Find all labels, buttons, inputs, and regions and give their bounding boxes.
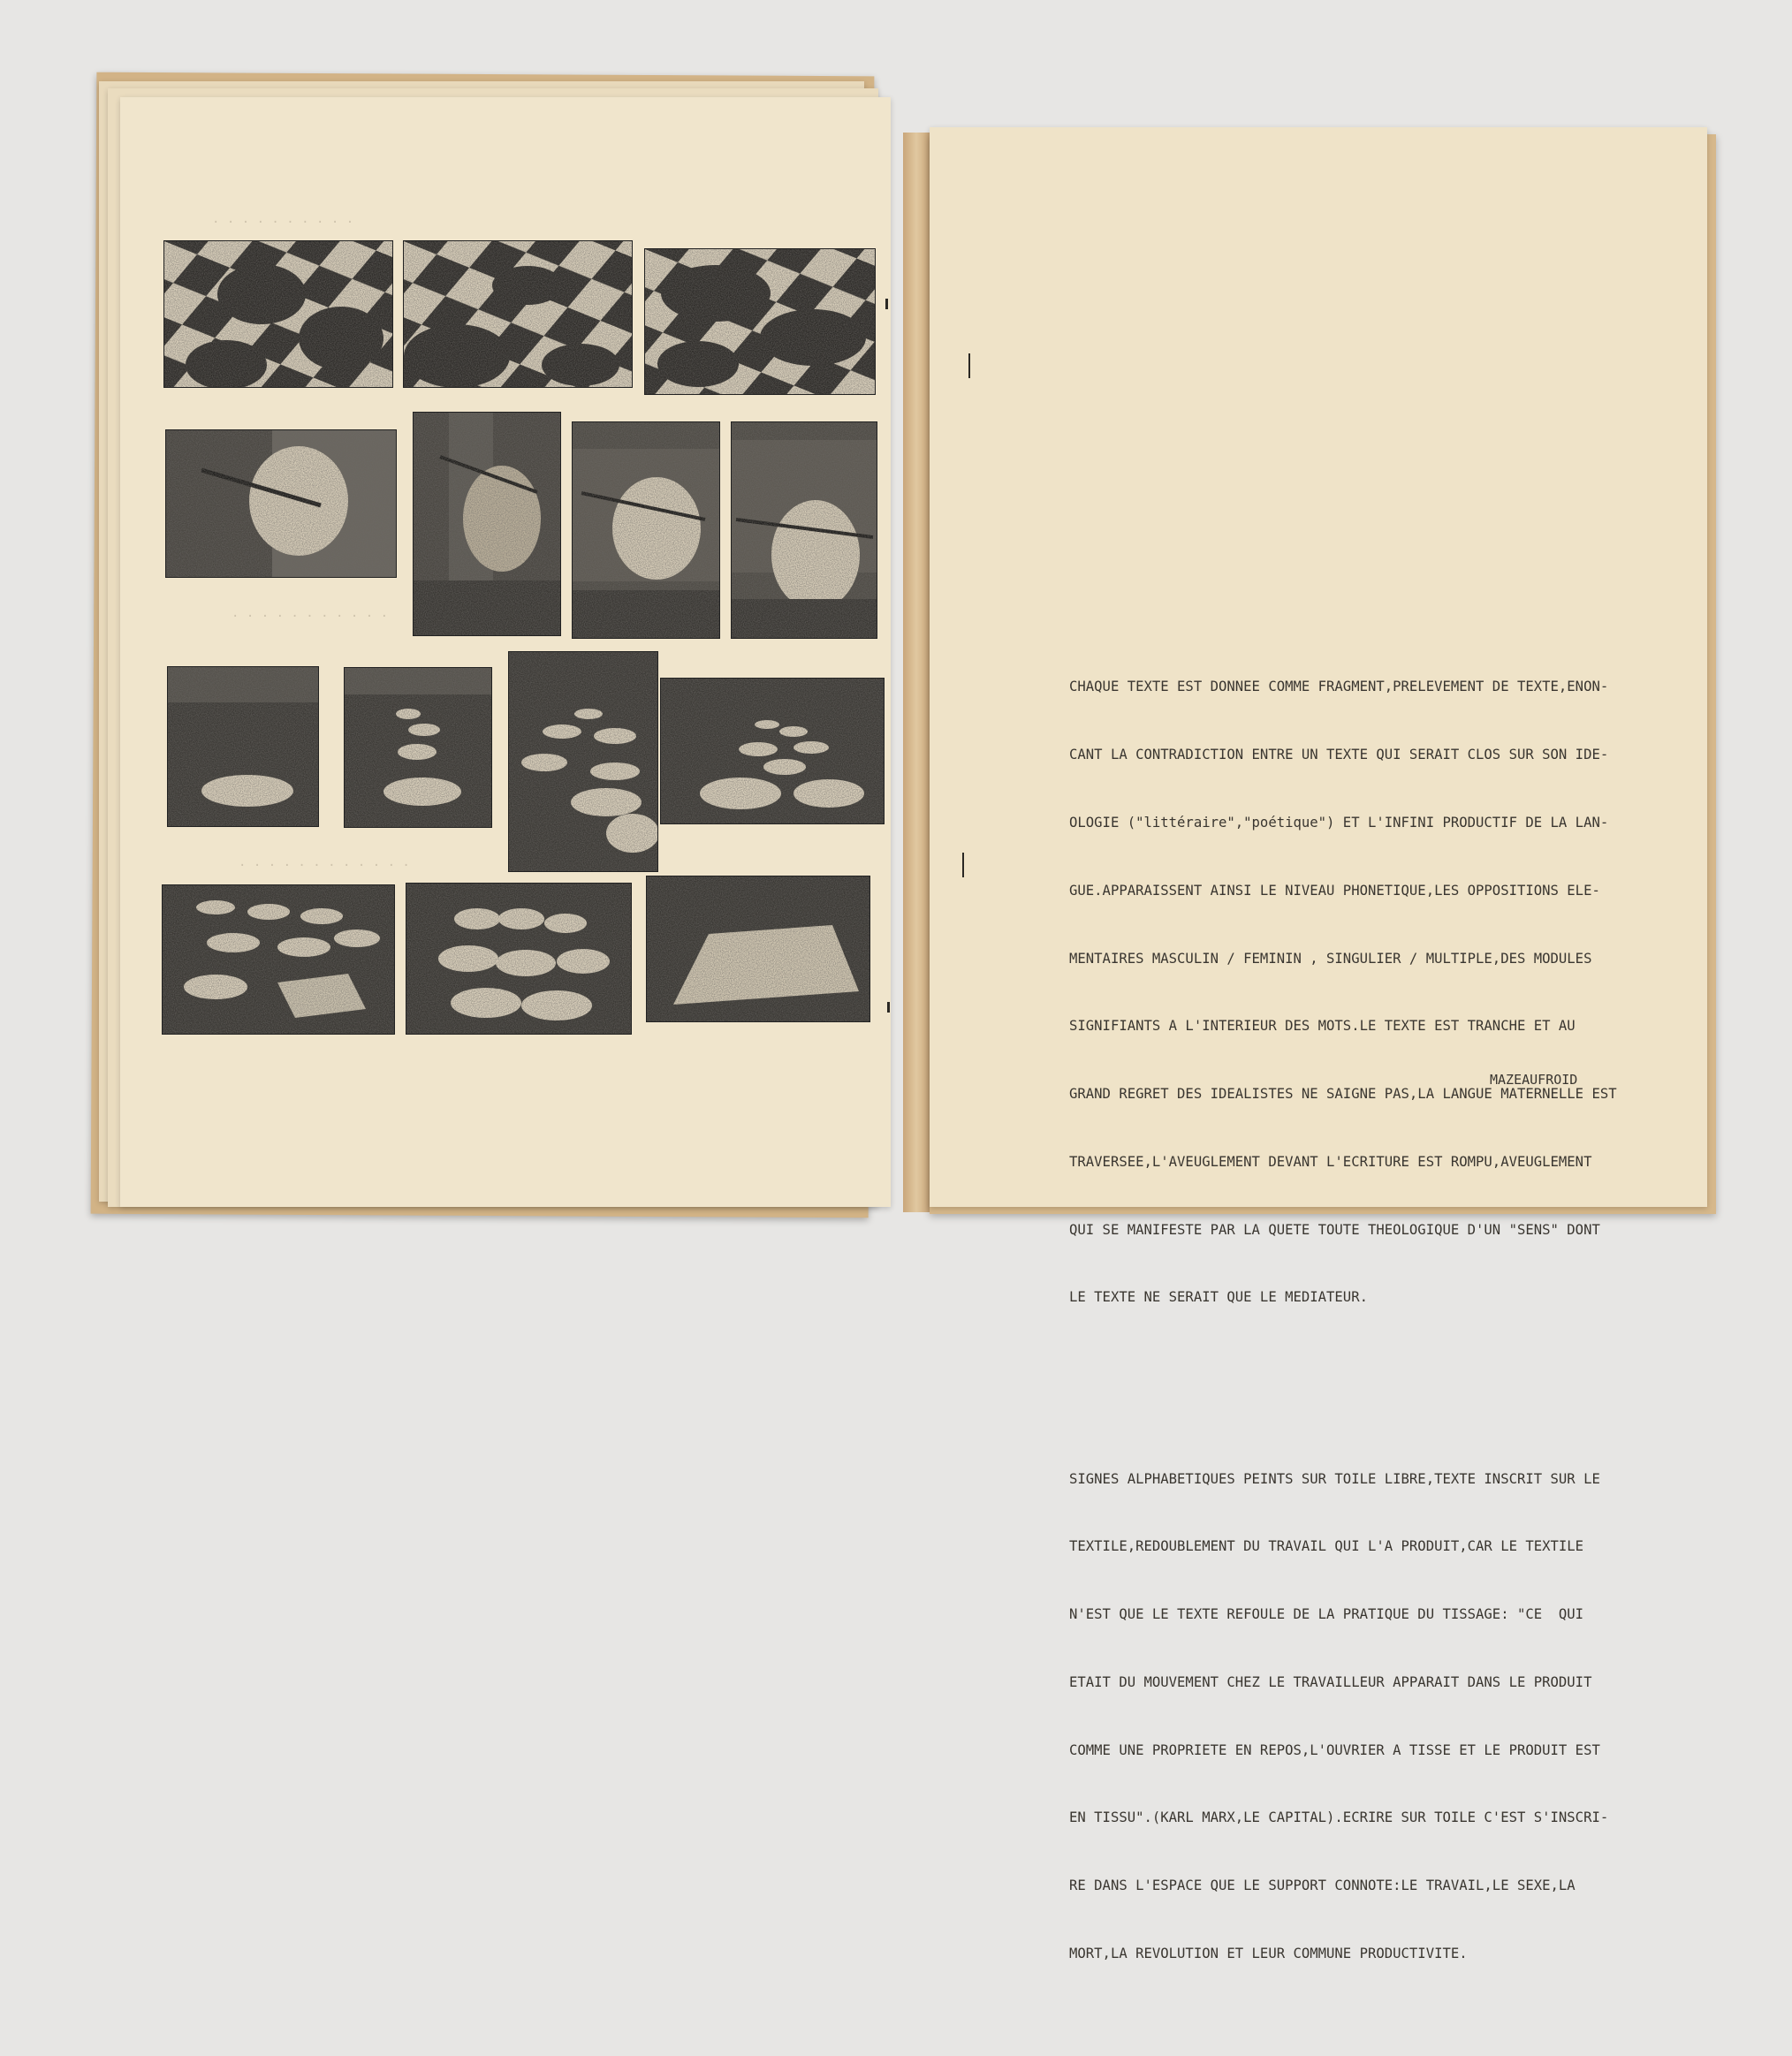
photo-grass-discs-1 xyxy=(168,667,318,826)
text-line: TRAVERSEE,L'AVEUGLEMENT DEVANT L'ECRITURE EST ROMPU,AVEUGLEMENT xyxy=(1069,1153,1592,1170)
author-signature: MAZEAUFROID xyxy=(1490,1072,1578,1088)
text-line: GRAND REGRET DES IDEALISTES NE SAIGNE PAS,LA LANGUE MATERNELLE EST xyxy=(1069,1086,1617,1103)
text-line: TEXTILE,REDOUBLEMENT DU TRAVAIL QUI L'A PRODUIT,CAR LE TEXTILE xyxy=(1069,1538,1584,1555)
text-line: MENTAIRES MASCULIN / FEMININ , SINGULIER / MULTIPLE,DES MODULES xyxy=(1069,950,1592,967)
photo-rail-oval-2 xyxy=(414,413,560,635)
photo-ground-cloth-3 xyxy=(647,876,869,1021)
text-line: MORT,LA REVOLUTION ET LEUR COMMUNE PRODUCTIVITE. xyxy=(1069,1946,1468,1962)
faint-text: · · · · · · · · · · · xyxy=(232,610,389,624)
text-line: SIGNES ALPHABETIQUES PEINTS SUR TOILE LIBRE,TEXTE INSCRIT SUR LE xyxy=(1069,1470,1600,1487)
photo-grass-discs-3 xyxy=(509,652,657,871)
text-line: CANT LA CONTRADICTION ENTRE UN TEXTE QUI SERAIT CLOS SUR SON IDE- xyxy=(1069,747,1609,763)
paragraph-1 xyxy=(1069,631,1644,1354)
text-line: GUE.APPARAISSENT AINSI LE NIVEAU PHONETIQUE,LES OPPOSITIONS ELE- xyxy=(1069,882,1600,899)
faint-text: · · · · · · · · · · xyxy=(212,216,354,230)
photo-checkerboard-3 xyxy=(645,249,875,394)
margin-tick xyxy=(885,299,888,309)
text-line: OLOGIE ("littéraire","poétique") ET L'INFINI PRODUCTIF DE LA LAN- xyxy=(1069,814,1609,831)
text-line: COMME UNE PROPRIETE EN REPOS,L'OUVRIER A TISSE ET LE PRODUIT EST xyxy=(1069,1741,1600,1758)
text-line: QUI SE MANIFESTE PAR LA QUETE TOUTE THEOLOGIQUE D'UN "SENS" DONT xyxy=(1069,1221,1600,1238)
book-spine xyxy=(903,133,930,1212)
photo-rail-oval-4 xyxy=(732,422,877,638)
photo-rail-oval-3 xyxy=(573,422,719,638)
margin-tick xyxy=(887,1002,890,1013)
text-line: ETAIT DU MOUVEMENT CHEZ LE TRAVAILLEUR APPARAIT DANS LE PRODUIT xyxy=(1069,1673,1592,1690)
photo-grass-discs-4 xyxy=(661,679,884,823)
photo-rail-oval-1 xyxy=(166,430,396,577)
paragraph-2 xyxy=(1069,1423,1644,2010)
photo-ground-discs-2 xyxy=(406,884,631,1034)
text-line: RE DANS L'ESPACE QUE LE SUPPORT CONNOTE:LE TRAVAIL,LE SEXE,LA xyxy=(1069,1878,1576,1894)
margin-tick xyxy=(968,353,970,378)
margin-tick xyxy=(962,853,964,877)
text-line: LE TEXTE NE SERAIT QUE LE MEDIATEUR. xyxy=(1069,1289,1368,1306)
typed-text-block xyxy=(1069,586,1644,2056)
photo-checkerboard-2 xyxy=(404,241,632,387)
text-line: N'EST QUE LE TEXTE REFOULE DE LA PRATIQUE DU TISSAGE: "CE QUI xyxy=(1069,1606,1584,1623)
text-line: EN TISSU".(KARL MARX,LE CAPITAL).ECRIRE SUR TOILE C'EST S'INSCRI- xyxy=(1069,1809,1609,1826)
text-line: CHAQUE TEXTE EST DONNEE COMME FRAGMENT,PRELEVEMENT DE TEXTE,ENON- xyxy=(1069,679,1609,695)
faint-text: · · · · · · · · · · · · xyxy=(239,859,410,873)
photo-checkerboard-1 xyxy=(164,241,392,387)
photo-ground-discs-1 xyxy=(163,885,394,1034)
text-line: SIGNIFIANTS A L'INTERIEUR DES MOTS.LE TEXTE EST TRANCHE ET AU xyxy=(1069,1018,1576,1035)
photo-grass-discs-2 xyxy=(345,668,491,827)
